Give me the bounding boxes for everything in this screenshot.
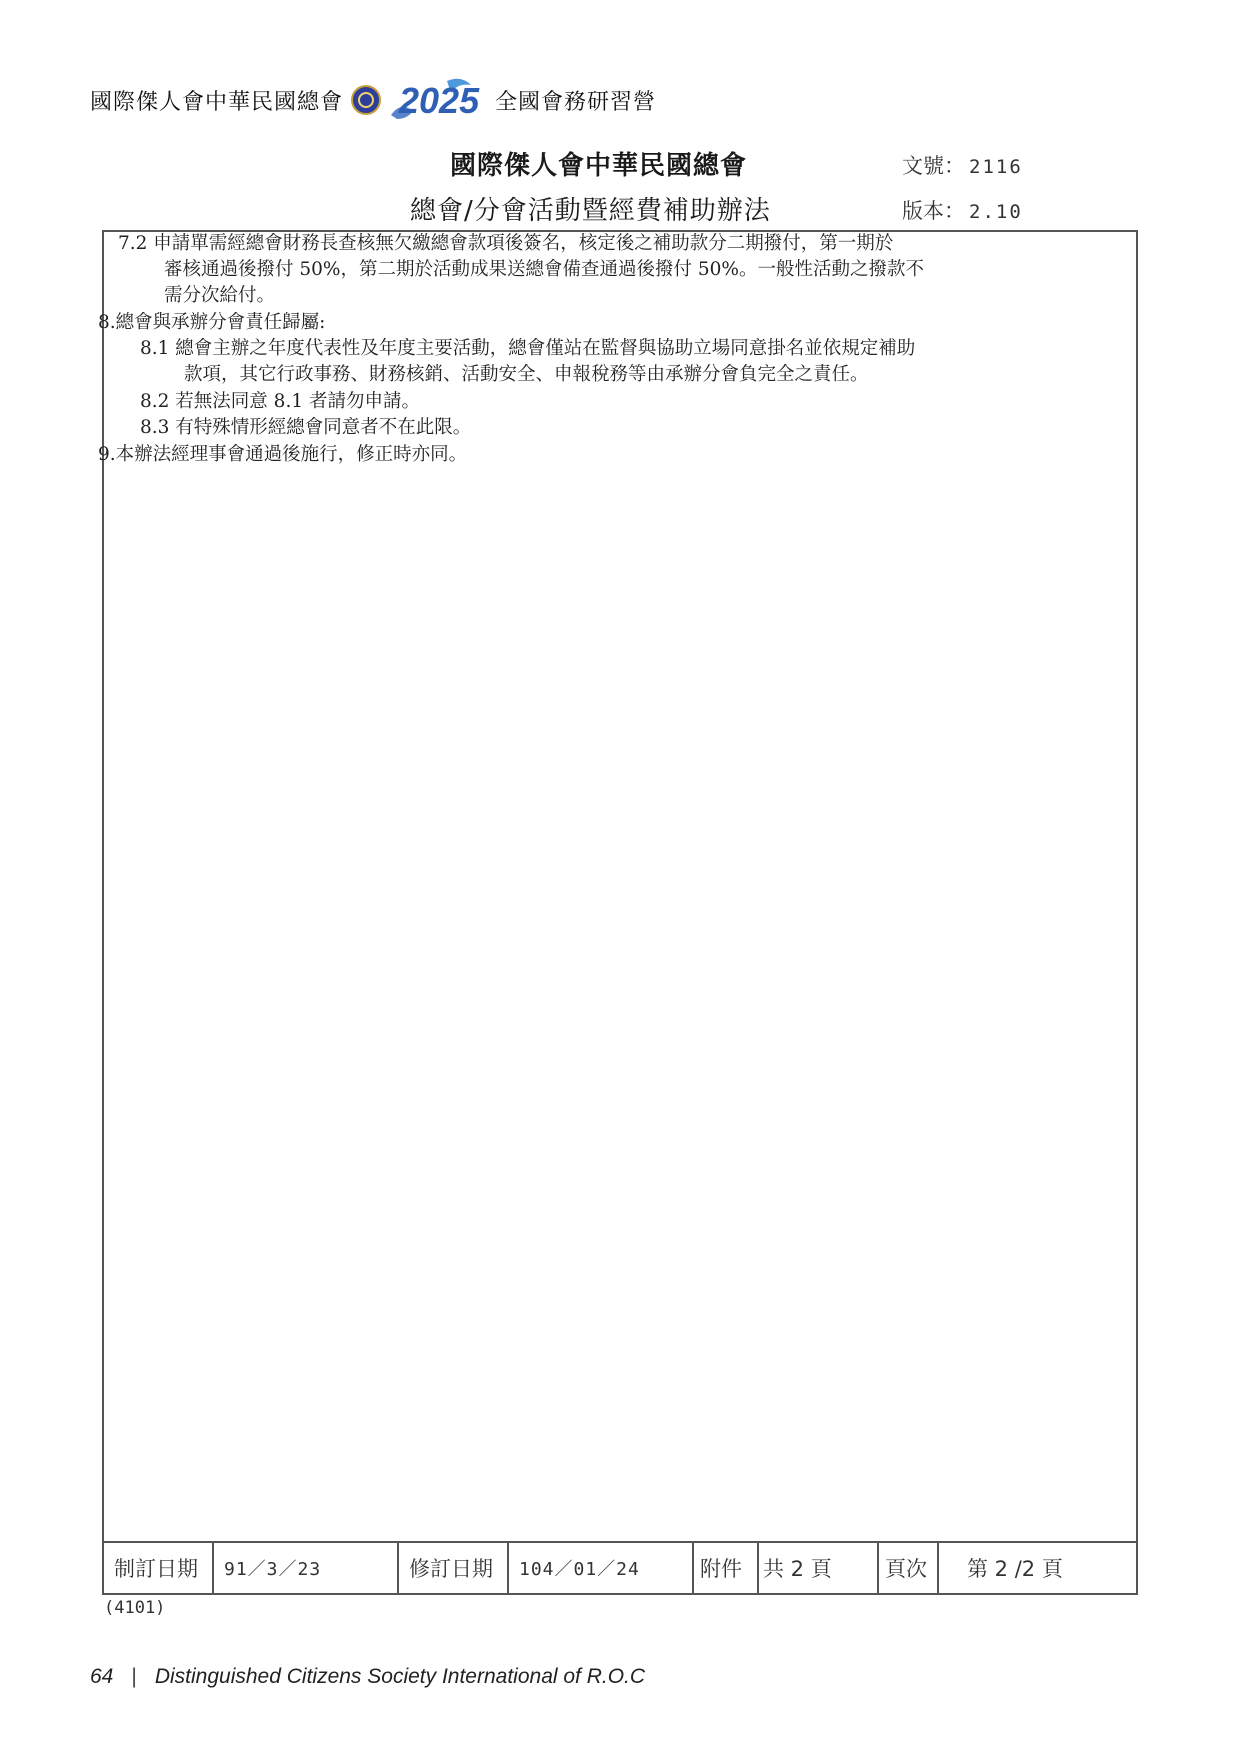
doc-subtitle: 總會/分會活動暨經費補助辦法	[410, 196, 771, 226]
doc-version-label: 版本：	[902, 199, 965, 223]
clause-8-1-line-2: 款項，其它行政事務、財務核銷、活動安全、申報稅務等由承辦分會負完全之責任。	[184, 364, 869, 385]
clause-8-heading: 8.總會與承辦分會責任歸屬:	[98, 312, 326, 333]
clause-8-2: 8.2 若無法同意 8.1 者請勿申請。	[140, 391, 420, 412]
camp-name: 全國會務研習營	[495, 89, 657, 115]
doc-number-value: 2116	[969, 156, 1023, 178]
attachment-label: 附件	[694, 1543, 759, 1593]
clause-7-2-line-2: 審核通過後撥付 50%，第二期於活動成果送總會備查通過後撥付 50%。一般性活動之撥款不	[164, 259, 925, 280]
org-seal-icon	[351, 85, 381, 115]
publication-name: Distinguished Citizens Society International of R.O.C	[154, 1665, 646, 1688]
doc-version-value: 2.10	[969, 201, 1023, 223]
doc-title: 國際傑人會中華民國總會	[450, 151, 748, 181]
form-frame	[98, 230, 1138, 1595]
clause-9: 9.本辦法經理事會通過後施行，修正時亦同。	[98, 444, 468, 465]
page-footer	[90, 1665, 645, 1689]
revised-date-label: 修訂日期	[399, 1543, 509, 1593]
clause-7-2-line-3: 需分次給付。	[164, 285, 276, 306]
clause-7-2-line-1: 7.2 申請單需經總會財務長查核無欠繳總會款項後簽名，核定後之補助款分二期撥付，第一期於	[118, 233, 894, 254]
attachment-value: 共 2 頁	[759, 1543, 879, 1593]
clause-8-1-line-1: 8.1 總會主辦之年度代表性及年度主要活動，總會僅站在監督與協助立場同意掛名並依規定補助	[140, 338, 916, 359]
established-date-label: 制訂日期	[104, 1543, 214, 1593]
footer-separator: |	[131, 1665, 137, 1688]
established-date-value: 91／3／23	[214, 1543, 399, 1593]
page-number: 64	[90, 1665, 114, 1688]
doc-number	[902, 150, 1023, 180]
org-name: 國際傑人會中華民國總會	[90, 89, 344, 115]
page-label: 頁次	[879, 1543, 939, 1593]
revision-table	[104, 1541, 1136, 1593]
year-logo	[387, 75, 485, 125]
page-value: 第 2 /2 頁	[967, 1557, 1063, 1581]
clause-8-3: 8.3 有特殊情形經總會同意者不在此限。	[140, 417, 472, 438]
year-text: 2025	[399, 80, 480, 121]
form-number: (4101)	[104, 1598, 166, 1618]
doc-number-label: 文號：	[902, 154, 965, 178]
page-header	[90, 70, 656, 130]
year-logo-icon	[387, 75, 485, 125]
doc-version	[902, 195, 1023, 225]
revised-date-value: 104／01／24	[509, 1543, 694, 1593]
